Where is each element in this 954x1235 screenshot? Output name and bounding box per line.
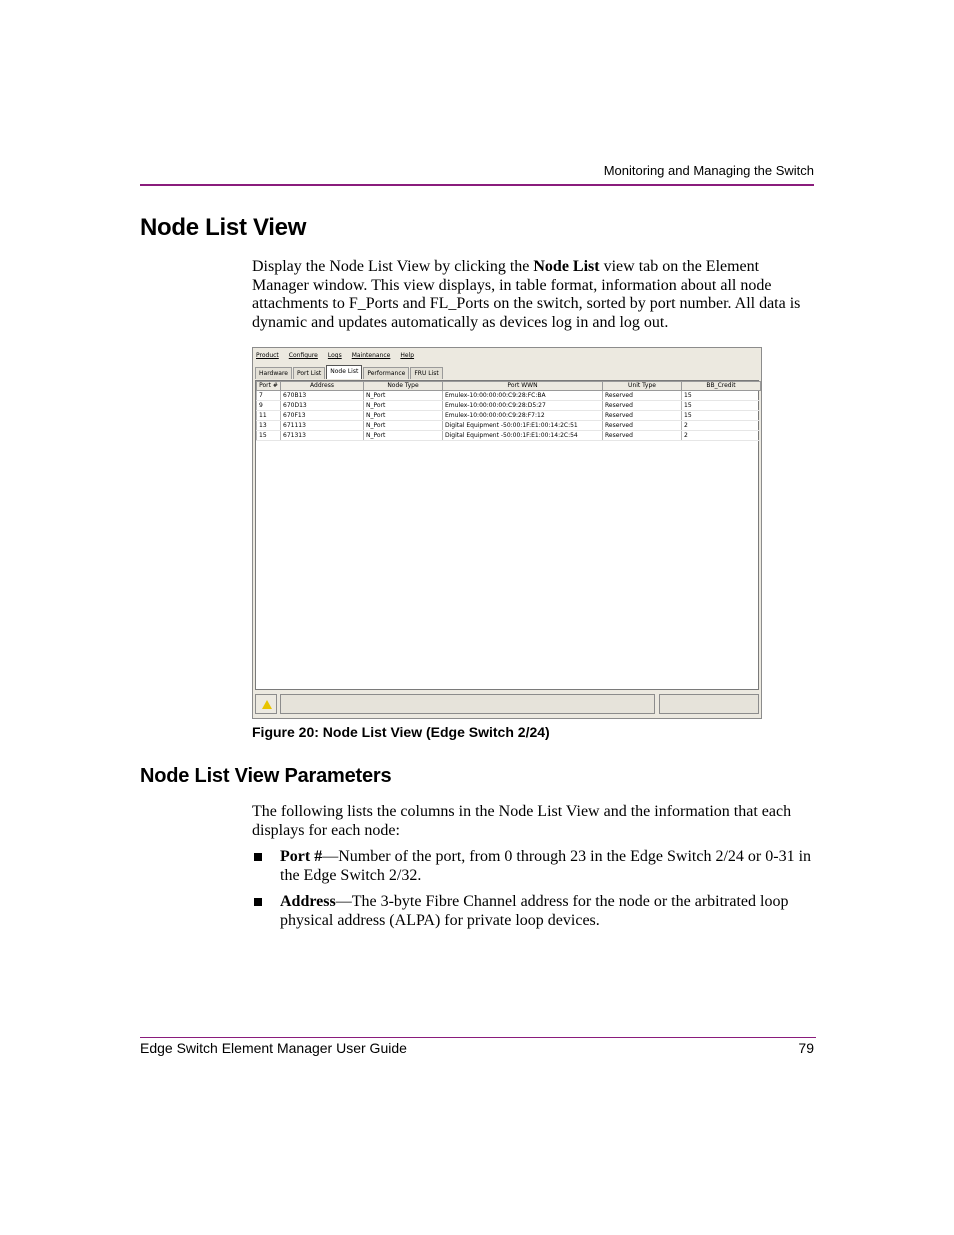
table-row[interactable] [257, 431, 761, 441]
cell-port: 15 [257, 431, 281, 441]
table-row[interactable] [257, 421, 761, 431]
intro-text-post: view tab on the Element Manager window. This view displays, in table format, information about all node attachments to F_Ports and FL_Ports on the switch, sorted by port number. All data is dynamic and updates automatically as devices log in and log out. [252, 258, 801, 331]
cell-unit-type: Reserved [603, 401, 682, 411]
menu-logs[interactable]: Logs [327, 352, 342, 359]
tab-hardware[interactable]: Hardware [255, 367, 292, 379]
table-row[interactable] [257, 411, 761, 421]
cell-address: 670B13 [281, 391, 364, 401]
list-item [252, 848, 814, 885]
table-header-row [257, 382, 761, 391]
cell-port-wwn: Digital Equipment -50:00:1F:E1:00:14:2C:54 [443, 431, 603, 441]
status-bar [255, 693, 759, 715]
table-row[interactable] [257, 391, 761, 401]
element-manager-window [252, 347, 762, 719]
cell-address: 671113 [281, 421, 364, 431]
menu-help[interactable]: Help [400, 352, 415, 359]
tab-fru-list[interactable]: FRU List [410, 367, 442, 379]
page-number: 79 [798, 1040, 814, 1056]
cell-node-type: N_Port [364, 421, 443, 431]
tab-port-list[interactable]: Port List [293, 367, 325, 379]
cell-port: 9 [257, 401, 281, 411]
intro-paragraph [252, 258, 814, 332]
header-rule [140, 184, 814, 186]
tab-node-list[interactable]: Node List [326, 365, 362, 379]
bullet-square-icon [254, 853, 262, 861]
column-header-node-type[interactable]: Node Type [364, 382, 443, 391]
footer-guide-title: Edge Switch Element Manager User Guide [140, 1040, 407, 1056]
term-address: Address [280, 893, 336, 911]
cell-bb-credit: 15 [682, 391, 761, 401]
footer-rule [140, 1037, 816, 1038]
view-tabs [255, 367, 444, 379]
definition-address: —The 3-byte Fibre Channel address for the node or the arbitrated loop physical address (ALPA) for private loop devices. [280, 893, 789, 929]
params-intro: The following lists the columns in the Node List View and the information that each displays for each node: [252, 803, 792, 839]
tab-performance[interactable]: Performance [363, 367, 409, 379]
cell-node-type: N_Port [364, 431, 443, 441]
status-info-field [659, 694, 759, 714]
column-header-unit-type[interactable]: Unit Type [603, 382, 682, 391]
cell-address: 670D13 [281, 401, 364, 411]
list-item [252, 893, 814, 930]
cell-bb-credit: 2 [682, 421, 761, 431]
column-header-address[interactable]: Address [281, 382, 364, 391]
running-header: Monitoring and Managing the Switch [603, 163, 814, 178]
column-header-port-wwn[interactable]: Port WWN [443, 382, 603, 391]
cell-address: 671313 [281, 431, 364, 441]
cell-unit-type: Reserved [603, 411, 682, 421]
warning-icon [262, 700, 272, 709]
cell-bb-credit: 15 [682, 411, 761, 421]
column-header-bb-credit[interactable]: BB_Credit [682, 382, 761, 391]
bullet-square-icon [254, 898, 262, 906]
intro-text-bold: Node List [533, 258, 600, 275]
term-port: Port # [280, 848, 323, 865]
cell-bb-credit: 15 [682, 401, 761, 411]
table-row[interactable] [257, 401, 761, 411]
column-header-port[interactable]: Port # [257, 382, 281, 391]
cell-unit-type: Reserved [603, 431, 682, 441]
menu-product[interactable]: Product [256, 352, 279, 359]
warning-button[interactable] [255, 694, 277, 714]
cell-port-wwn: Emulex-10:00:00:00:C9:28:FC:BA [443, 391, 603, 401]
subsection-title: Node List View Parameters [140, 765, 392, 787]
parameter-list [252, 848, 814, 938]
cell-port: 11 [257, 411, 281, 421]
intro-text-pre: Display the Node List View by clicking the [252, 258, 534, 275]
cell-node-type: N_Port [364, 401, 443, 411]
cell-address: 670F13 [281, 411, 364, 421]
menu-bar [255, 352, 415, 364]
cell-port-wwn: Digital Equipment -50:00:1F:E1:00:14:2C:51 [443, 421, 603, 431]
definition-port: —Number of the port, from 0 through 23 in the Edge Switch 2/24 or 0-31 in the Edge Switch 2/32. [280, 848, 812, 884]
cell-node-type: N_Port [364, 411, 443, 421]
cell-port-wwn: Emulex-10:00:00:00:C9:28:D5:27 [443, 401, 603, 411]
cell-unit-type: Reserved [603, 391, 682, 401]
node-list-table [255, 380, 759, 690]
cell-port: 13 [257, 421, 281, 431]
cell-node-type: N_Port [364, 391, 443, 401]
cell-bb-credit: 2 [682, 431, 761, 441]
menu-maintenance[interactable]: Maintenance [351, 352, 391, 359]
figure-caption: Figure 20: Node List View (Edge Switch 2/24) [252, 724, 550, 740]
menu-configure[interactable]: Configure [288, 352, 318, 359]
section-title: Node List View [140, 214, 307, 241]
cell-port-wwn: Emulex-10:00:00:00:C9:28:F7:12 [443, 411, 603, 421]
cell-port: 7 [257, 391, 281, 401]
cell-unit-type: Reserved [603, 421, 682, 431]
status-message-field [280, 694, 655, 714]
